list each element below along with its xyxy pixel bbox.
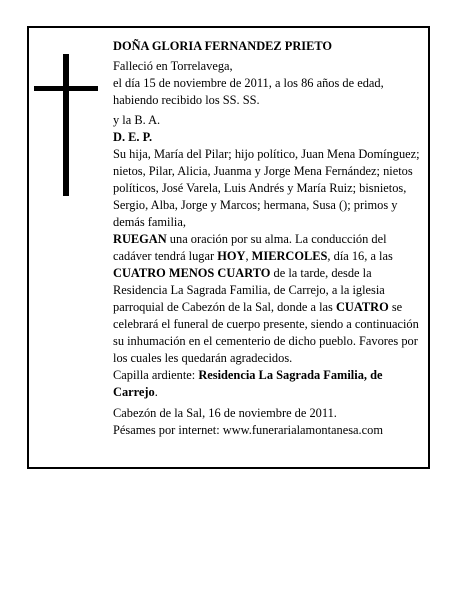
hoy: HOY bbox=[217, 249, 246, 263]
hour: CUATRO MENOS CUARTO bbox=[113, 266, 271, 280]
condolences: Pésames por internet: www.funerarialamontanesa.com bbox=[113, 423, 383, 437]
death-date: el día 15 de noviembre de 2011, a los 86 años de edad, bbox=[113, 76, 384, 90]
obituary-text bbox=[113, 38, 423, 439]
chapel-place: Residencia La Sagrada Familia, de Carrejo bbox=[113, 368, 383, 399]
cross-icon bbox=[63, 54, 69, 196]
ruegan: RUEGAN bbox=[113, 232, 167, 246]
family-list: Su hija, María del Pilar; hijo político, Juan Mena Domínguez; nietos, Pilar, Alicia, Juanma y Jorge Mena Fernández; nietos políticos, José Varela, Luis Andrés y María Ruiz; bisnietos, Sergio, Alba, Jorge y Marcos; hermana, Susa (); primos y demás familia, bbox=[113, 147, 420, 229]
sacraments: habiendo recibido los SS. SS. bbox=[113, 93, 260, 107]
death-place: Falleció en Torrelavega, bbox=[113, 59, 233, 73]
weekday: MIERCOLES bbox=[251, 249, 328, 263]
blessing: y la B. A. bbox=[113, 113, 161, 127]
cross-icon-bar bbox=[34, 86, 98, 91]
ceremony-paragraph: RUEGAN una oración por su alma. La conducción del cadáver tendrá lugar HOY, MIERCOLES, día 16, a las CUATRO MENOS CUARTO de la tarde, desde la Residencia La Sagrada Familia, de Carrejo, a la iglesia parroquial de Cabezón de la Sal, donde a las CUATRO se celebrará el funeral de cuerpo presente, siendo a continuación su inhumación en el cementerio de dicho pueblo. Favores por los cuales les quedarán agradecidos. bbox=[113, 232, 419, 365]
chapel: Capilla ardiente: Residencia La Sagrada Familia, de Carrejo. bbox=[113, 368, 383, 399]
funeral-hour: CUATRO bbox=[335, 300, 389, 314]
place-date: Cabezón de la Sal, 16 de noviembre de 2011. bbox=[113, 406, 337, 420]
dep: D. E. P. bbox=[113, 130, 153, 144]
deceased-name: DOÑA GLORIA FERNANDEZ PRIETO bbox=[113, 39, 333, 53]
